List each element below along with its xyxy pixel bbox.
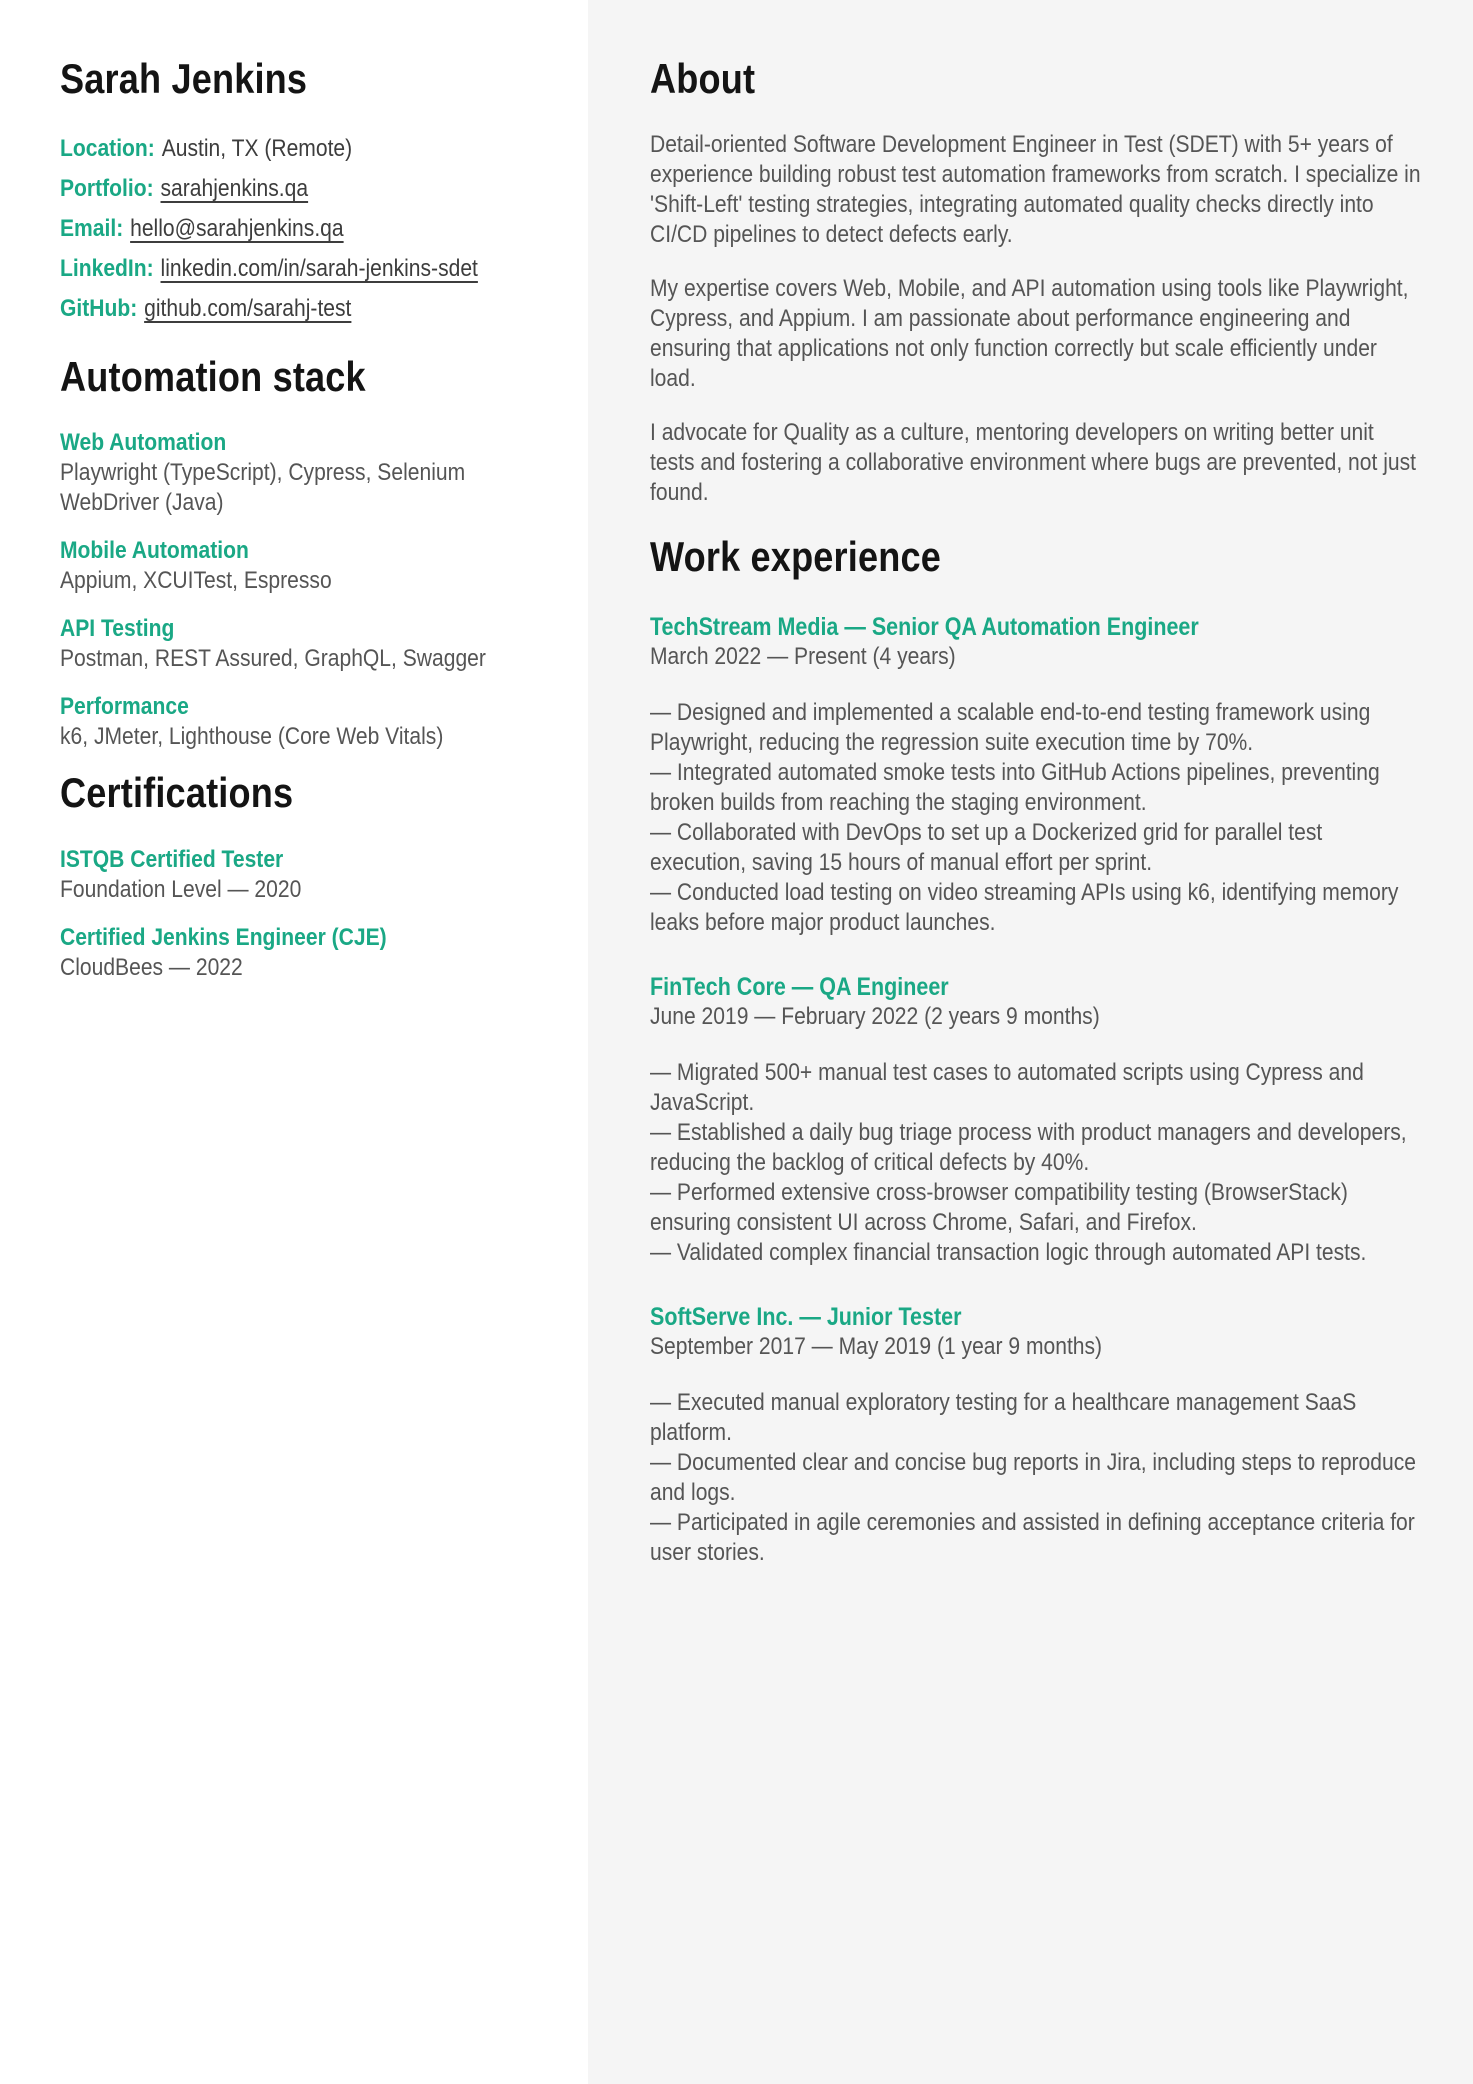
certification-cje (60, 923, 548, 983)
job-dates: September 2017 — May 2019 (1 year 9 months) (650, 1333, 1103, 1361)
job-softserve (650, 1302, 1423, 1568)
job-title: SoftServe Inc. — Junior Tester (650, 1303, 962, 1332)
job-bullet: — Conducted load testing on video streaming APIs using k6, identifying memory leaks before major product launches. (650, 879, 1399, 937)
right-column-content (650, 56, 1423, 1568)
job-bullet: — Migrated 500+ manual test cases to automated scripts using Cypress and JavaScript. (650, 1059, 1364, 1117)
contact-row-location (60, 134, 548, 164)
job-bullet: — Established a daily bug triage process with product managers and developers, reducing the backlog of critical defects by 40%. (650, 1119, 1407, 1177)
job-bullet: — Validated complex financial transaction logic through automated API tests. (650, 1239, 1367, 1267)
certification-istqb (60, 845, 548, 905)
about-paragraph: My expertise covers Web, Mobile, and API automation using tools like Playwright, Cypress, and Appium. I am passionate about performance engineering and ensuring that applications not only function correctly but scale efficiently under load. (650, 275, 1409, 393)
contact-row-email (60, 214, 548, 244)
candidate-name: Sarah Jenkins (60, 55, 308, 102)
job-bullet: — Designed and implemented a scalable end-to-end testing framework using Playwright, reducing the regression suite execution time by 70%. (650, 699, 1371, 757)
certification-body: Foundation Level — 2020 (60, 875, 302, 903)
work-experience-section (650, 534, 1423, 1568)
job-bullet: — Executed manual exploratory testing for a healthcare management SaaS platform. (650, 1389, 1357, 1447)
stack-group-performance (60, 692, 548, 752)
about-title: About (650, 55, 756, 102)
contact-list (60, 134, 548, 324)
contact-row-portfolio (60, 174, 548, 204)
job-dates: March 2022 — Present (4 years) (650, 643, 956, 671)
contact-value: Austin, TX (Remote) (161, 135, 353, 163)
stack-group-web (60, 428, 548, 518)
stack-group-body: Appium, XCUITest, Espresso (60, 567, 332, 595)
left-column (0, 0, 588, 2084)
linkedin-link[interactable]: linkedin.com/in/sarah-jenkins-sdet (160, 255, 478, 283)
stack-group-title: Web Automation (60, 429, 227, 457)
stack-group-body: Postman, REST Assured, GraphQL, Swagger (60, 645, 486, 673)
contact-label: GitHub: (60, 295, 138, 323)
contact-label: Portfolio: (60, 175, 154, 203)
email-link[interactable]: hello@sarahjenkins.qa (130, 215, 344, 243)
github-link[interactable]: github.com/sarahj-test (144, 295, 352, 323)
about-paragraph: Detail-oriented Software Development Engineer in Test (SDET) with 5+ years of experience building robust test automation frameworks from scratch. I specialize in 'Shift-Left' testing strategies, integrating automated quality checks directly into CI/CD pipelines to detect defects early. (650, 131, 1421, 249)
contact-label: Location: (60, 135, 155, 163)
about-section (650, 56, 1423, 508)
job-title: FinTech Core — QA Engineer (650, 973, 949, 1002)
contact-label: LinkedIn: (60, 255, 154, 283)
left-column-content (60, 56, 548, 983)
about-paragraph: I advocate for Quality as a culture, mentoring developers on writing better unit tests and fostering a collaborative environment where bugs are prevented, not just found. (650, 419, 1416, 507)
automation-stack-title: Automation stack (60, 353, 366, 401)
job-techstream-media (650, 612, 1423, 938)
job-bullet-list (650, 1388, 1423, 1568)
contact-row-linkedin (60, 254, 548, 284)
certification-body: CloudBees — 2022 (60, 953, 243, 981)
job-bullet-list (650, 698, 1423, 938)
job-title: TechStream Media — Senior QA Automation Engineer (650, 613, 1199, 642)
job-bullet: — Participated in agile ceremonies and assisted in defining acceptance criteria for user stories. (650, 1509, 1415, 1567)
stack-group-title: API Testing (60, 615, 175, 643)
portfolio-link[interactable]: sarahjenkins.qa (160, 175, 309, 203)
certification-title: ISTQB Certified Tester (60, 845, 284, 873)
stack-group-body: k6, JMeter, Lighthouse (Core Web Vitals) (60, 723, 444, 751)
stack-group-title: Performance (60, 693, 189, 721)
job-fintech-core (650, 972, 1423, 1268)
contact-label: Email: (60, 215, 124, 243)
job-bullet-list (650, 1058, 1423, 1268)
stack-group-mobile (60, 536, 548, 596)
right-column (588, 0, 1473, 2084)
stack-group-api (60, 614, 548, 674)
job-bullet: — Performed extensive cross-browser compatibility testing (BrowserStack) ensuring consistent UI across Chrome, Safari, and Firefox. (650, 1179, 1348, 1237)
certification-title: Certified Jenkins Engineer (CJE) (60, 923, 387, 951)
certifications-title: Certifications (60, 769, 294, 817)
stack-group-body: Playwright (TypeScript), Cypress, Selenium WebDriver (Java) (60, 459, 466, 517)
work-experience-title: Work experience (650, 533, 942, 581)
contact-row-github (60, 294, 548, 324)
job-bullet: — Integrated automated smoke tests into GitHub Actions pipelines, preventing broken builds from reaching the staging environment. (650, 759, 1380, 817)
job-bullet: — Collaborated with DevOps to set up a Dockerized grid for parallel test execution, saving 15 hours of manual effort per sprint. (650, 819, 1323, 877)
stack-group-title: Mobile Automation (60, 537, 249, 565)
job-dates: June 2019 — February 2022 (2 years 9 months) (650, 1003, 1100, 1031)
job-bullet: — Documented clear and concise bug reports in Jira, including steps to reproduce and logs. (650, 1449, 1416, 1507)
